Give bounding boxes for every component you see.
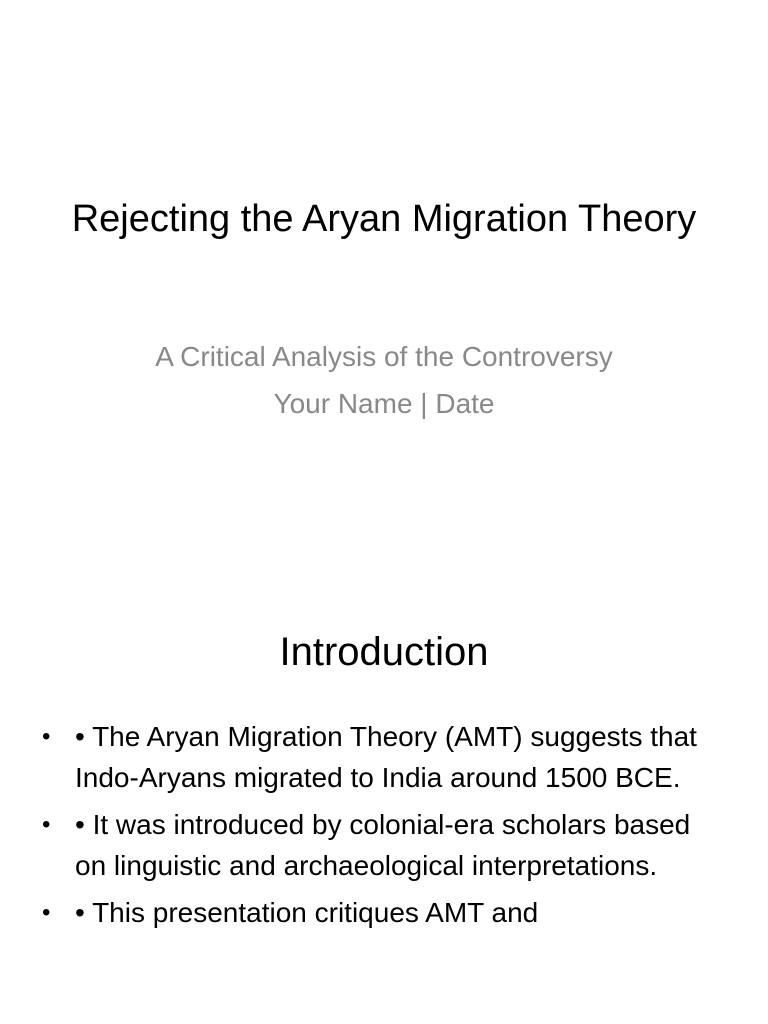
list-item-text: • It was introduced by colonial-era scholars based on linguistic and archaeological interpretations. bbox=[75, 809, 691, 881]
list-item bbox=[40, 804, 720, 886]
bullet-marker: • bbox=[42, 811, 51, 838]
section-heading: Introduction bbox=[279, 630, 489, 674]
bullet-marker: • bbox=[42, 899, 51, 926]
bullet-marker: • bbox=[42, 723, 51, 750]
bullet-list bbox=[40, 716, 720, 939]
list-item bbox=[40, 716, 720, 798]
presentation-title: Rejecting the Aryan Migration Theory bbox=[71, 198, 697, 240]
subtitle-block bbox=[60, 333, 708, 427]
list-item bbox=[40, 892, 720, 933]
list-item-text: • This presentation critiques AMT and bbox=[75, 897, 539, 928]
introduction-slide bbox=[0, 576, 768, 1024]
list-item-text: • The Aryan Migration Theory (AMT) suggests that Indo-Aryans migrated to India around 1500 BCE. bbox=[75, 721, 697, 793]
presentation-subtitle: A Critical Analysis of the Controversy bbox=[155, 341, 613, 372]
author-date-line: Your Name | Date bbox=[273, 388, 495, 419]
